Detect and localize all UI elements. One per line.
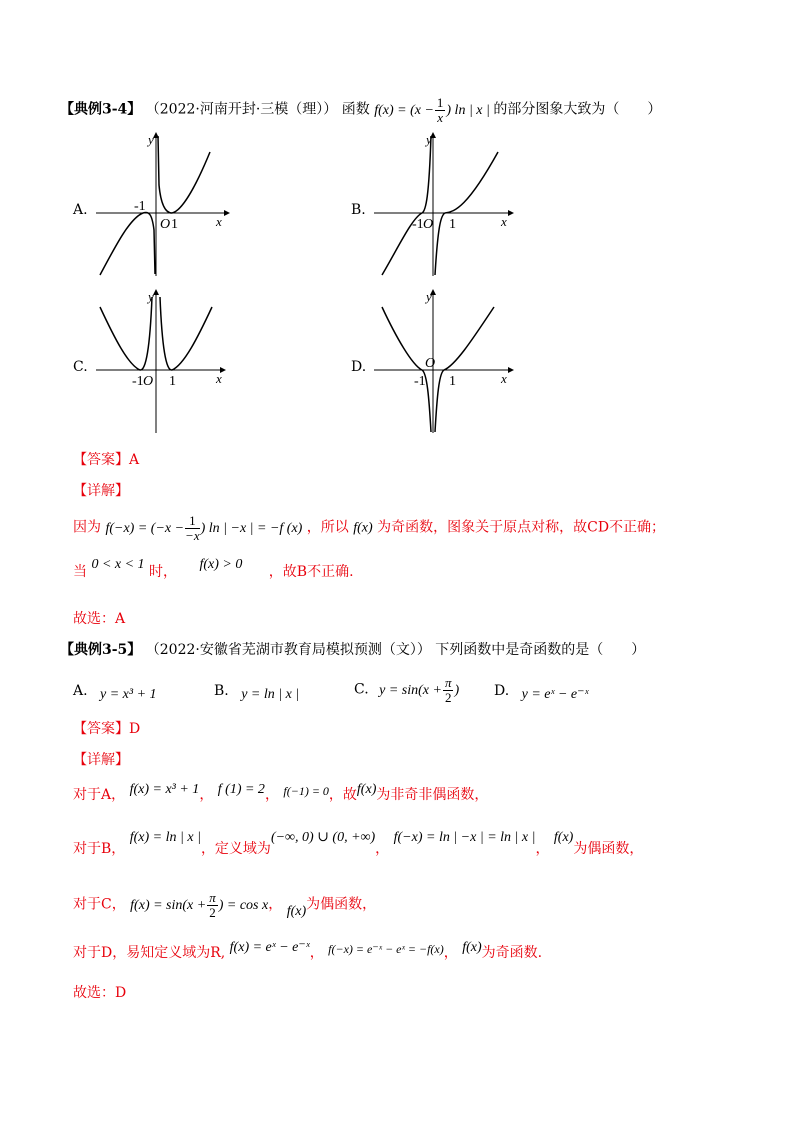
q2-option-d-formula: y = eˣ − e⁻ˣ	[521, 687, 589, 702]
q2-option-d[interactable]	[494, 682, 588, 701]
graph-a-y-label: y	[148, 132, 154, 147]
q2-c-pre: y = sin(x +	[379, 682, 442, 698]
q2-row-d-f2: f(−x) = e⁻ˣ − eˣ = −f(x)	[328, 942, 444, 956]
q1-detail-heading: 【详解】	[73, 483, 129, 499]
q2-row-b-fx: f(x)	[553, 830, 574, 845]
q2-row-a-f3: f(−1) = 0	[283, 784, 329, 798]
q1-d1-mid: ，所以	[306, 519, 349, 536]
graph-b-x-label: x	[501, 214, 507, 229]
q2-row-a-sep1: ，	[199, 787, 214, 803]
q1-formula-rhs: ) ln | x |	[446, 102, 490, 118]
q2-row-b-f1: f(x) = ln | x |	[129, 830, 201, 845]
q2-tag: 【典例3-5】	[60, 642, 142, 658]
option-d-label[interactable]: D.	[351, 359, 367, 375]
graph-a-neg-one: -1	[134, 199, 146, 214]
option-a-label[interactable]: A.	[73, 202, 88, 218]
q2-row-d-fx: f(x)	[462, 940, 482, 955]
q1-d2-cond: 0 < x < 1	[91, 557, 145, 572]
graph-c-y-label: y	[148, 289, 154, 304]
q2-option-d-label: D.	[494, 683, 510, 699]
q2-source: （2022·安徽省芜湖市教育局模拟预测（文））	[145, 642, 431, 658]
q1-d1-pre: 因为	[73, 519, 101, 536]
q2-option-a-label: A.	[73, 683, 88, 699]
q1-d2-pre: 当	[73, 564, 87, 580]
q2-row-c-f1-pre: f(x) = sin(x +	[130, 897, 207, 913]
q2-row-b	[73, 830, 644, 859]
graph-option-c[interactable]	[92, 287, 232, 435]
graph-c-x-label: x	[216, 371, 222, 386]
q1-d1-num: 1	[185, 514, 200, 529]
q2-row-a-pre: 对于A，	[73, 787, 126, 803]
graph-option-a[interactable]	[92, 130, 232, 278]
q1-d1-post: 为奇函数，图象关于原点对称，故CD不正确；	[377, 519, 666, 536]
graph-a-one: 1	[171, 217, 178, 232]
q1-d2-ineq: f(x) > 0	[199, 557, 243, 572]
q2-row-c-post: 为偶函数，	[306, 896, 377, 913]
q2-row-c-num: π	[209, 890, 216, 905]
q2-row-a-f1: f(x) = x³ + 1	[129, 782, 200, 797]
q2-row-b-f2: f(−x) = ln | −x | = ln | x |	[393, 830, 536, 845]
graph-b-y-label: y	[426, 132, 432, 147]
q1-formula	[374, 95, 493, 125]
q1-d1-lhs: f(−x) = (−x −	[105, 520, 185, 536]
q2-c-num: π	[444, 675, 452, 690]
q2-row-d-pre: 对于D，易知定义域为R,	[73, 945, 226, 961]
q2-detail-heading: 【详解】	[73, 752, 129, 768]
graph-d-y-label: y	[426, 289, 432, 304]
q2-c-post: )	[454, 682, 460, 698]
graph-c-one: 1	[169, 374, 176, 389]
q2-option-c-label: C.	[354, 681, 369, 698]
q2-row-b-pre: 对于B，	[73, 841, 126, 857]
q2-conclusion: 故选：D	[73, 985, 127, 1001]
q2-option-b-formula: y = ln | x |	[241, 687, 300, 702]
graph-d-x-label: x	[501, 371, 507, 386]
graph-d-one: 1	[449, 374, 456, 389]
q2-stem	[60, 641, 645, 659]
q2-option-a[interactable]	[73, 682, 157, 701]
q2-option-b[interactable]	[214, 682, 299, 701]
q1-detail-line2	[73, 557, 354, 582]
q2-row-a-sep2: ，	[264, 787, 279, 803]
q2-row-c-den: 2	[209, 905, 216, 920]
q2-row-c-f1	[130, 890, 269, 920]
q2-row-b-mid: ，定义域为	[200, 841, 271, 857]
q2-stem-text: 下列函数中是奇函数的是（ ）	[435, 642, 646, 658]
q2-row-c-sep: ，	[268, 896, 283, 913]
graph-b-one: 1	[449, 217, 456, 232]
graph-b-neg-one: -1	[412, 217, 424, 232]
option-c-label[interactable]: C.	[73, 359, 88, 375]
q1-d1-den: −x	[185, 528, 200, 543]
q2-row-b-domain: (−∞, 0) ∪ (0, +∞)	[270, 830, 376, 845]
graph-a-x-label: x	[216, 214, 222, 229]
q2-row-a-post: 为非奇非偶函数，	[376, 787, 489, 803]
graph-c-neg-one: -1	[132, 374, 144, 389]
q1-frac-den: x	[437, 110, 444, 125]
q1-stem-post: 的部分图象大致为（ ）	[493, 101, 662, 118]
q1-formula-frac	[435, 96, 446, 125]
q1-d1-fx: f(x)	[353, 520, 373, 536]
q2-row-c-frac	[207, 891, 218, 920]
q2-row-d-post: 为奇函数.	[481, 945, 543, 961]
q2-row-b-sep2: ，	[535, 841, 550, 857]
q2-row-d	[73, 940, 543, 963]
q1-frac-num: 1	[436, 95, 444, 110]
q1-stem-pre: 函数	[341, 101, 370, 118]
graph-d-neg-one: -1	[414, 374, 426, 389]
q1-conclusion: 故选：A	[73, 611, 126, 627]
q2-row-c-f1-post: ) = cos x	[218, 897, 269, 913]
q1-formula-lhs: f(x) = (x −	[374, 102, 434, 118]
q2-row-b-post: 为偶函数，	[573, 841, 644, 857]
q2-row-b-sep: ，	[375, 841, 390, 857]
q2-row-d-sep: ，	[309, 945, 324, 961]
q2-row-c	[73, 891, 376, 920]
q1-d2-mid: 时，	[149, 564, 178, 580]
q1-stem	[60, 96, 661, 125]
q2-row-a	[73, 782, 489, 805]
q2-row-d-sep2: ，	[443, 945, 458, 961]
q2-row-d-f1: f(x) = eˣ − e⁻ˣ	[229, 940, 310, 955]
q2-c-den: 2	[444, 690, 452, 705]
graph-b-origin: O	[423, 217, 434, 232]
q1-tag: 【典例3-4】	[60, 101, 142, 118]
q2-option-a-formula: y = x³ + 1	[100, 687, 157, 702]
q2-option-c-formula	[379, 675, 460, 705]
q2-row-a-mid: ，故	[328, 787, 357, 803]
q1-d1-formula	[105, 513, 303, 543]
q2-c-frac	[443, 676, 454, 705]
q2-row-a-f2: f (1) = 2	[217, 782, 265, 797]
graph-d-origin: O	[425, 356, 436, 371]
graph-c-origin: O	[143, 374, 154, 389]
q2-option-b-label: B.	[214, 683, 229, 699]
option-b-label[interactable]: B.	[351, 202, 366, 218]
q1-d1-rhs: ) ln | −x | = −f (x)	[200, 520, 303, 536]
q2-answer: 【答案】D	[73, 721, 141, 737]
q1-source: （2022·河南开封·三模（理））	[145, 101, 338, 118]
q1-detail-line1	[73, 514, 665, 543]
q2-row-c-fx: f(x)	[286, 903, 307, 919]
q2-row-a-fx: f(x)	[356, 782, 377, 797]
graph-a-origin: O	[160, 217, 171, 232]
q1-d1-frac	[185, 514, 200, 543]
q2-option-c[interactable]	[354, 676, 459, 705]
q1-d2-post: ，故B不正确.	[268, 564, 354, 580]
q1-answer: 【答案】A	[73, 452, 140, 468]
q2-row-c-pre: 对于C，	[73, 896, 126, 913]
graph-option-d[interactable]	[370, 287, 520, 435]
graph-option-b[interactable]	[370, 130, 520, 278]
